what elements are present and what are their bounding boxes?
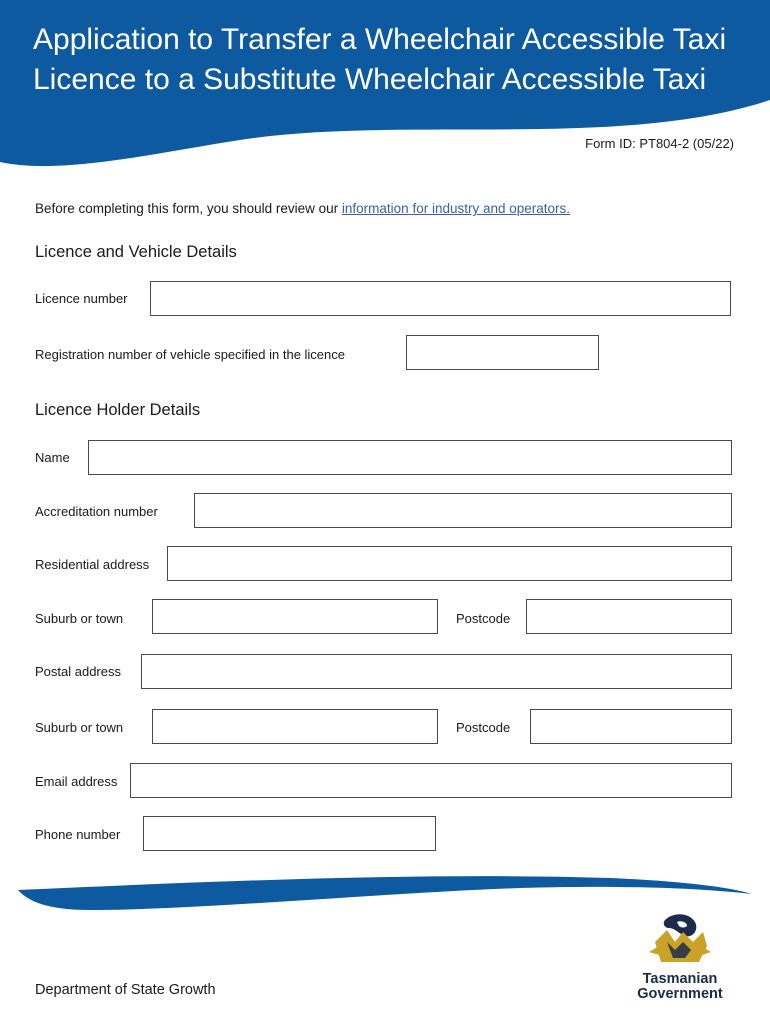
page-title: Application to Transfer a Wheelchair Accessible Taxi Licence to a Substitute Wheelchair Accessible Taxi bbox=[33, 23, 727, 96]
postal-address-input[interactable] bbox=[141, 654, 732, 689]
residential-suburb-label: Suburb or town bbox=[35, 611, 124, 626]
postal-postcode-input[interactable] bbox=[530, 709, 732, 744]
name-input[interactable] bbox=[88, 440, 732, 475]
licence-vehicle-heading: Licence and Vehicle Details bbox=[35, 243, 237, 261]
postal-suburb-label: Suburb or town bbox=[35, 720, 124, 735]
postal-postcode-label: Postcode bbox=[456, 720, 511, 735]
residential-address-label: Residential address bbox=[35, 557, 150, 572]
department-name: Department of State Growth bbox=[35, 982, 216, 998]
name-label: Name bbox=[35, 450, 70, 465]
registration-number-input[interactable] bbox=[406, 335, 599, 370]
tasmanian-government-logo bbox=[625, 912, 735, 1002]
phone-number-label: Phone number bbox=[35, 827, 121, 842]
licence-holder-heading: Licence Holder Details bbox=[35, 401, 201, 419]
postal-address-label: Postal address bbox=[35, 664, 121, 679]
phone-number-input[interactable] bbox=[143, 816, 436, 851]
registration-number-label: Registration number of vehicle specified in the licence bbox=[35, 347, 346, 362]
logo-text-tasmanian: Tasmanian bbox=[642, 971, 718, 987]
logo-text-government: Government bbox=[637, 986, 723, 1002]
email-address-input[interactable] bbox=[130, 763, 732, 798]
accreditation-number-label: Accreditation number bbox=[35, 504, 158, 519]
residential-postcode-label: Postcode bbox=[456, 611, 511, 626]
residential-suburb-input[interactable] bbox=[152, 599, 438, 634]
licence-number-input[interactable] bbox=[150, 281, 731, 316]
email-address-label: Email address bbox=[35, 774, 118, 789]
residential-postcode-input[interactable] bbox=[526, 599, 732, 634]
industry-operators-link[interactable]: information for industry and operators. bbox=[341, 201, 571, 216]
residential-address-input[interactable] bbox=[167, 546, 732, 581]
licence-number-label: Licence number bbox=[35, 291, 128, 306]
accreditation-number-input[interactable] bbox=[194, 493, 732, 528]
form-id: Form ID: PT804-2 (05/22) bbox=[585, 136, 734, 151]
intro-sentence: Before completing this form, you should review our bbox=[35, 201, 342, 216]
intro-text bbox=[35, 201, 570, 216]
postal-suburb-input[interactable] bbox=[152, 709, 438, 744]
tasmanian-tiger-emblem-icon bbox=[645, 912, 715, 967]
